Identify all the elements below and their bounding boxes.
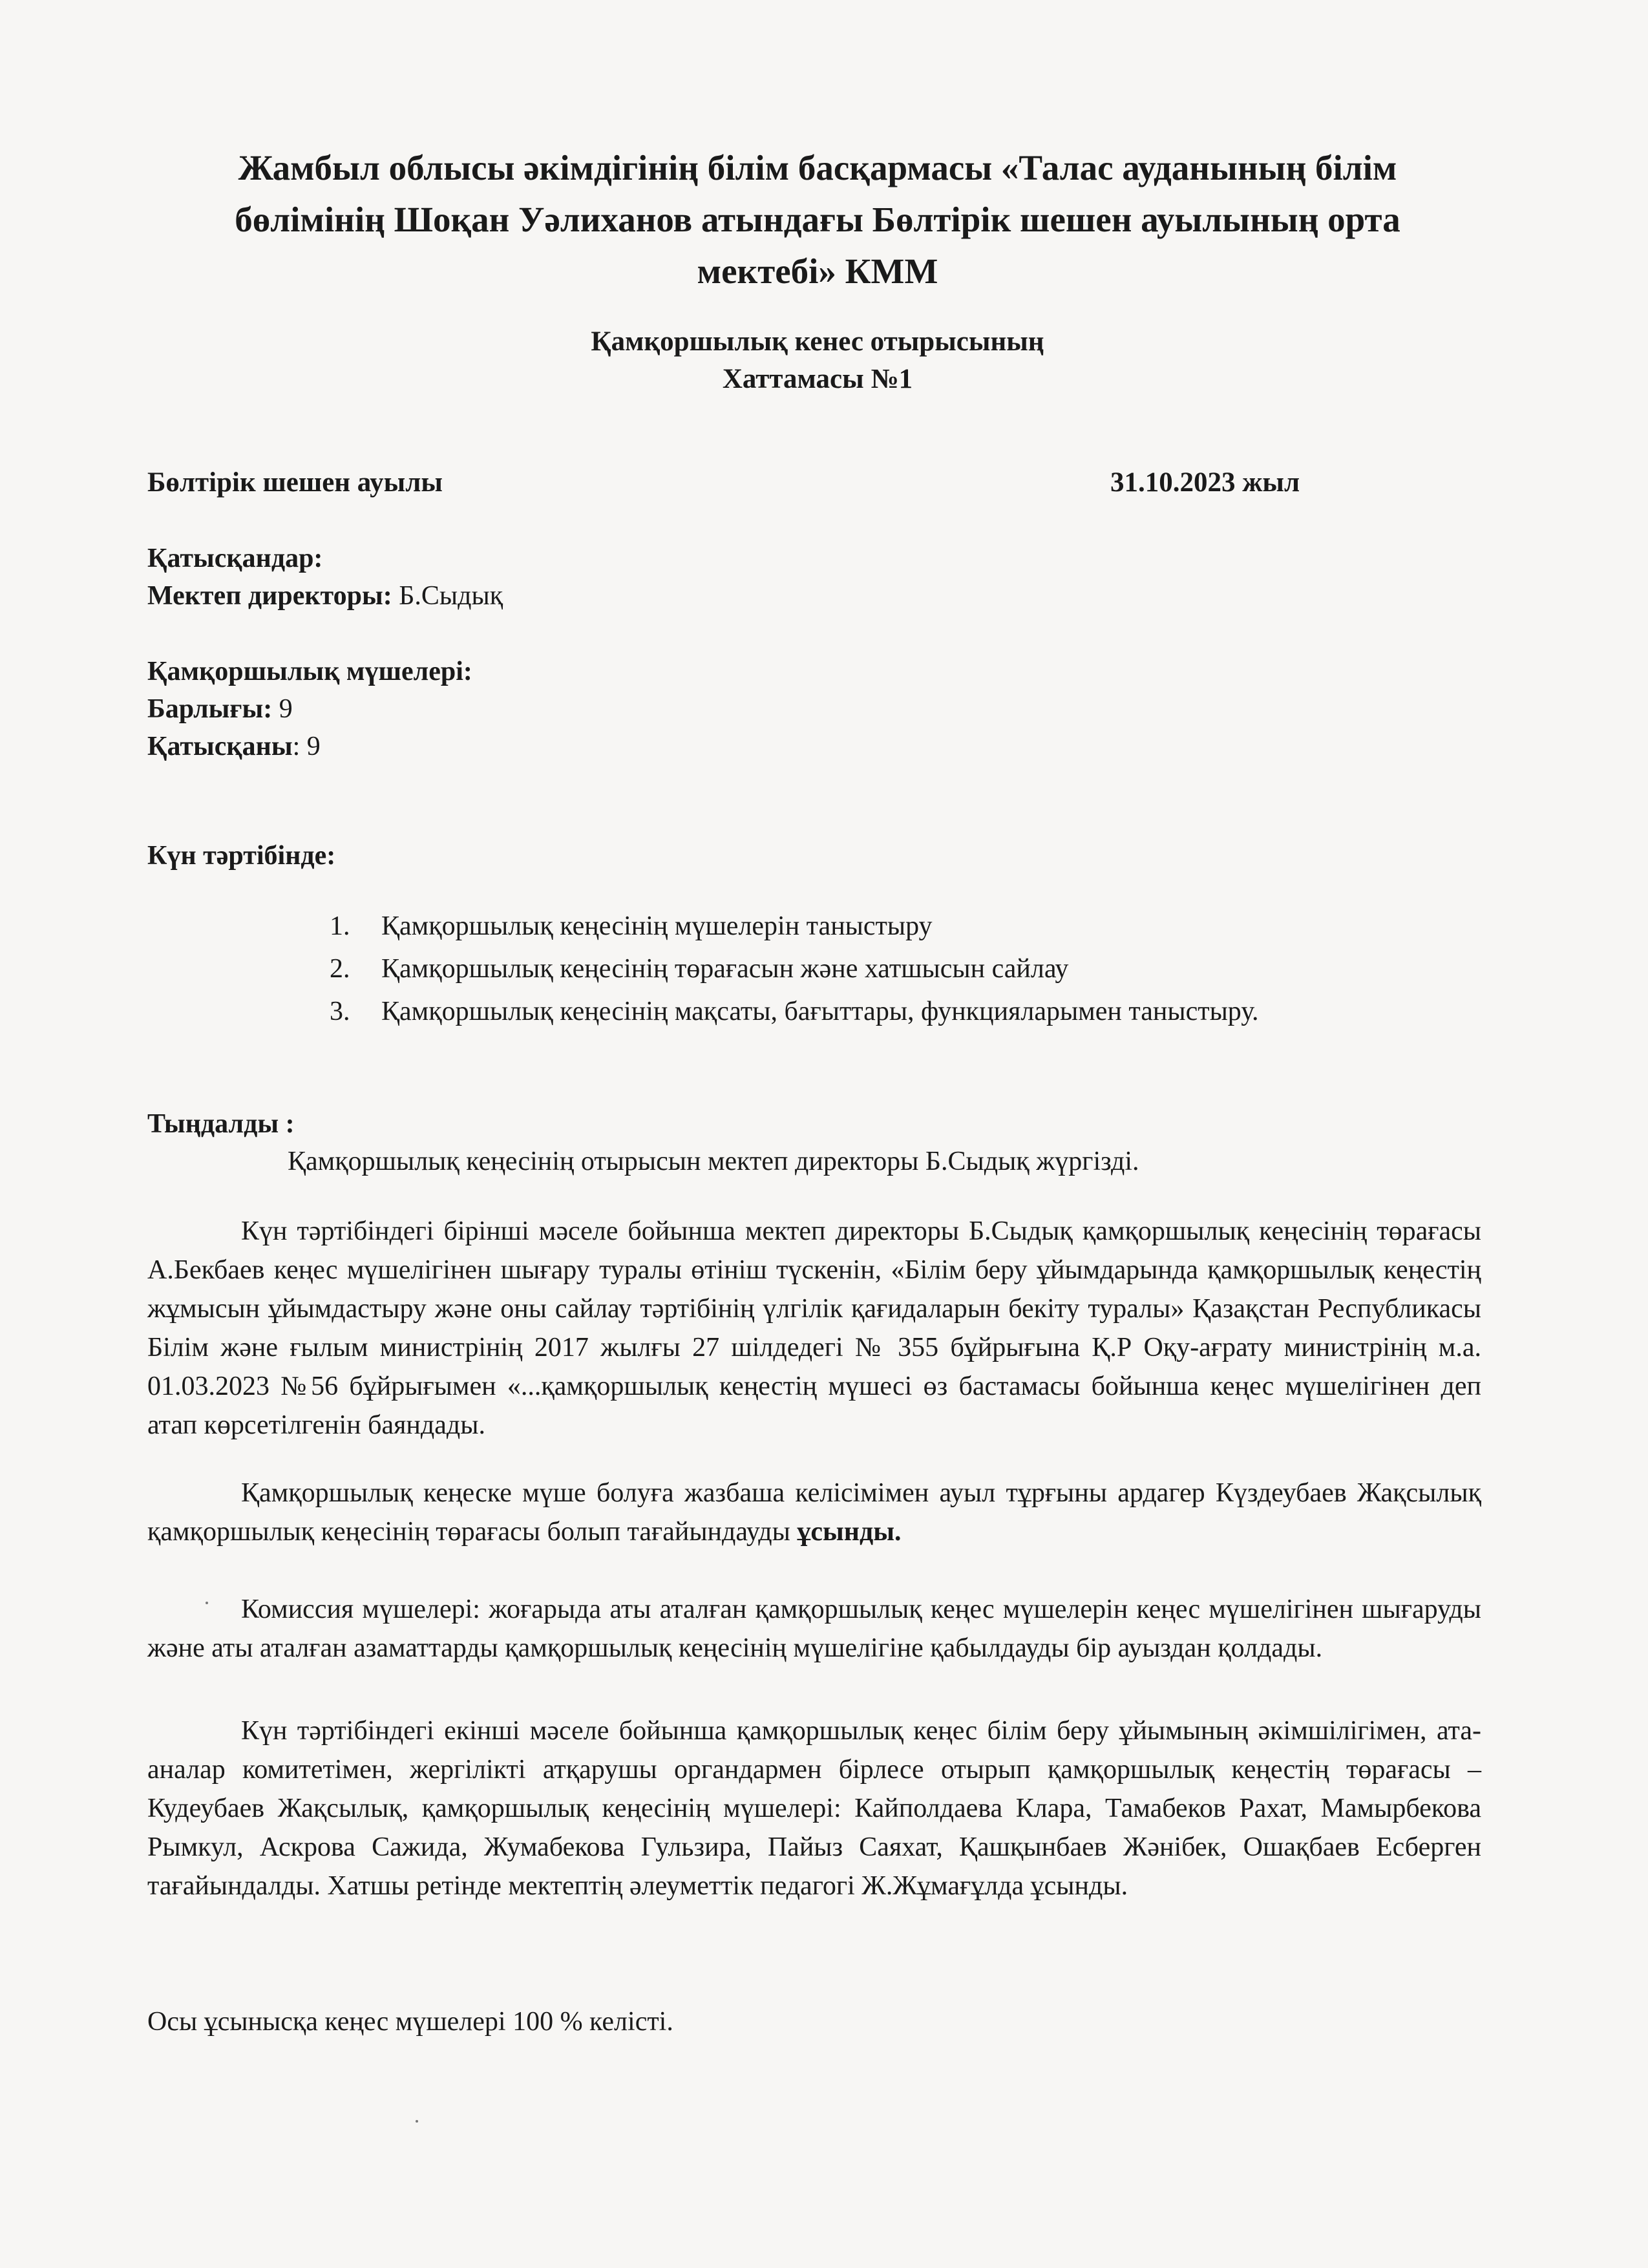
listened-heading: Тыңдалды : bbox=[147, 1109, 295, 1139]
members-present-line bbox=[147, 728, 472, 765]
members-total-label: Барлығы: bbox=[147, 694, 273, 724]
meeting-place: Бөлтірік шешен ауылы bbox=[147, 467, 443, 498]
agenda-item bbox=[330, 990, 1259, 1033]
agenda-item bbox=[330, 905, 1259, 948]
members-present-value: : 9 bbox=[292, 732, 321, 761]
members-present-label: Қатысқаны bbox=[147, 732, 293, 761]
agenda-item-text: Қамқоршылық кеңесінің мүшелерін таныстыру bbox=[381, 911, 933, 941]
director-line bbox=[147, 577, 503, 615]
agenda-item bbox=[330, 948, 1259, 990]
members-section bbox=[147, 653, 472, 765]
doc-title-line-1: Қамқоршылық кенес отырысының bbox=[591, 326, 1044, 357]
paragraph-chair-proposal bbox=[147, 1474, 1481, 1551]
document-title bbox=[162, 323, 1474, 398]
agenda-heading: Күн тәртібінде: bbox=[147, 841, 336, 871]
members-total-line bbox=[147, 690, 472, 728]
chair-proposal-bold: ұсынды. bbox=[797, 1517, 902, 1547]
members-total-value: 9 bbox=[272, 694, 293, 724]
chair-proposal-text: Қамқоршылық кеңеске мүше болуға жазбаша келісімімен ауыл тұрғыны ардагер Күздеубаев Жақсылық қамқоршылық кеңесінің төрағасы болып тағайындауды bbox=[147, 1478, 1481, 1547]
members-heading: Қамқоршылық мүшелері: bbox=[147, 657, 472, 686]
paragraph-second-issue: Күн тәртібіндегі екінші мәселе бойынша қамқоршылық кеңес білім беру ұйымының әкімшілігімен, ата-аналар комитетімен, жергілікті атқарушы органдармен бірлесе отырып қамқоршылық кеңестің төрағасы – Кудеубаев Жақсылық, қамқоршылық кеңесінің мүшелері: Кайполдаева Клара, Тамабеков Рахат, Мамырбекова Рымкул, Аскрова Сажида, Жумабекова Гульзира, Пайыз Саяхат, Қашқынбаев Жәнібек, Ошақбаев Есберген тағайындалды. Хатшы ретінде мектептің әлеуметтік педагогі Ж.Жұмағұлда ұсынды. bbox=[147, 1716, 1481, 1901]
org-title-line-1: Жамбыл облысы әкімдігінің білім басқармасы «Талас ауданының білім bbox=[238, 148, 1397, 187]
listened-line: Қамқоршылық кеңесінің отырысын мектеп директоры Б.Сыдық жүргізді. bbox=[288, 1147, 1139, 1176]
org-title-line-3: мектебі» КММ bbox=[697, 251, 938, 291]
paragraph-agreement: Осы ұсынысқа кеңес мүшелері 100 % келісті. bbox=[147, 2007, 673, 2037]
agenda-item-text: Қамқоршылық кеңесінің мақсаты, бағыттары, функцияларымен таныстыру. bbox=[381, 997, 1259, 1026]
director-label: Мектеп директоры: bbox=[147, 581, 392, 611]
agenda-item-text: Қамқоршылық кеңесінің төрағасын және хатшысын сайлау bbox=[381, 954, 1069, 984]
director-name: Б.Сыдық bbox=[392, 581, 503, 611]
org-title-line-2: бөлімінің Шоқан Уәлиханов атындағы Бөлтірік шешен ауылының орта bbox=[235, 200, 1400, 239]
participants-heading: Қатысқандар: bbox=[147, 544, 323, 573]
organization-title bbox=[162, 142, 1474, 297]
agenda-item-number: 2. bbox=[330, 954, 350, 984]
participants-section bbox=[147, 540, 503, 615]
paragraph-first-issue: Күн тәртібіндегі бірінші мәселе бойынша мектеп директоры Б.Сыдық қамқоршылық кеңесінің төрағасы А.Бекбаев кеңес мүшелігінен шығару туралы өтініш түскенін, «Білім беру ұйымдарында қамқоршылық кеңестің жұмысын ұйымдастыру және оны сайлау тәртібінің үлгілік қағидаларын бекіту туралы» Қазақстан Республикасы Білім және ғылым министрінің 2017 жылғы 27 шілдедегі № 355 бұйрығына Қ.Р Оқу-ағрату министрінің м.а. 01.03.2023 №56 бұйрығымен «...қамқоршылық кеңестің мүшесі өз бастамасы бойынша кеңес мүшелігінен деп атап көрсетілгенін баяндады. bbox=[147, 1216, 1481, 1440]
agenda-list bbox=[330, 905, 1259, 1033]
meeting-date: 31.10.2023 жыл bbox=[1110, 467, 1300, 498]
agenda-item-number: 3. bbox=[330, 997, 350, 1026]
scan-speck bbox=[416, 2120, 418, 2123]
agenda-item-number: 1. bbox=[330, 911, 350, 941]
scan-speck bbox=[206, 1602, 208, 1604]
paragraph-commission: Комиссия мүшелері: жоғарыда аты аталған қамқоршылық кеңес мүшелерін кеңес мүшелігінен шығаруды және аты аталған азаматтарды қамқоршылық кеңесінің мүшелігіне қабылдауды бір ауыздан қолдады. bbox=[147, 1595, 1481, 1663]
doc-title-line-2: Хаттамасы №1 bbox=[722, 364, 913, 394]
